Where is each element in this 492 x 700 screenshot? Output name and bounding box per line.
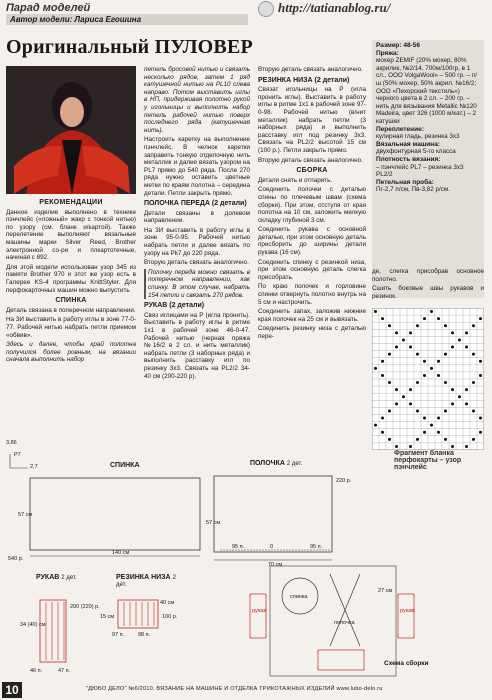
punch-hole <box>423 360 426 363</box>
spinka-note: Здесь и далее, чтобы край полотна получился более ровным, на вязании сначала выполнить набор <box>6 341 136 364</box>
dim-100: 100 р. <box>162 614 178 620</box>
col3-text-1: Вторую деталь связать аналогично. <box>258 66 363 73</box>
punch-hole <box>458 395 461 398</box>
punch-hole <box>416 409 419 412</box>
machine-text: двухфонтурная 5-го класса <box>376 148 456 156</box>
punch-hole <box>451 402 454 405</box>
pattern-schematics <box>0 436 492 682</box>
punch-hole <box>409 388 412 391</box>
punch-hole <box>437 317 440 320</box>
punch-hole <box>451 346 454 349</box>
punch-hole <box>381 360 384 363</box>
punch-hole <box>395 388 398 391</box>
sborka-step-4: Соединить спинку с резинкой низа, при этом основную деталь слегка присобрать. <box>258 258 366 281</box>
punch-hole <box>416 381 419 384</box>
punch-hole <box>395 331 398 334</box>
col2-text-2: Настроить каретку на выполнение пэнчлейс. В челнок каретки заправить тонкую отделочную нить металлик и далее вязать узором на PL7 прямо до 540 ряда. После 270 ряда нужно оставить цветные метки по краям полотна – середина детали. Петли закрыть прямо. <box>144 136 250 197</box>
punch-hole <box>437 417 440 420</box>
model-photo <box>6 66 136 194</box>
density-text: – пэнчлейс PL7 – резинка 3х3 PL2/2 <box>376 163 464 179</box>
column-2 <box>144 66 250 382</box>
polochka-text-3: Вторую деталь связать аналогично. <box>144 259 249 267</box>
punch-hole <box>423 374 426 377</box>
dim-220r: 220 р. <box>336 478 352 484</box>
machine-heading: Вязальная машина: <box>376 140 440 148</box>
punch-hole <box>479 360 482 363</box>
dim-34: 34 (40) см <box>20 622 46 628</box>
page-footer: "ДЮБО ДЕЛО" №6/2010. ВЯЗАНИЕ НА МАШИНЕ И ОТДЕЛКА ТРИКОТАЖНЫХ ИЗДЕЛИЙ www.lubo-delo.ru <box>86 686 383 692</box>
rezinka-count: 2 дет. <box>116 575 176 588</box>
punch-hole <box>465 402 468 405</box>
punch-hole <box>388 381 391 384</box>
sborka-part-1: рукав <box>252 608 267 614</box>
dim-98: 98 п. <box>138 632 151 638</box>
punch-hole <box>388 353 391 356</box>
punch-hole <box>395 346 398 349</box>
spinka-text-2: На 3И выставить в работу иглы в зоне 77-0-77. Рабочей нитью набрать петли приемом «обвив». <box>6 316 136 339</box>
polochka-text-2: На 3И выставить в работу иглы в зоне 95-0-95. Рабочей нитью набрать петли и далее вязать по узору на Pk7 до 220 ряда. <box>144 226 250 257</box>
sborka-heading: СБОРКА <box>296 167 328 175</box>
dim-70: 70 см <box>268 562 283 568</box>
page-title: Оригинальный ПУЛОВЕР <box>6 36 253 58</box>
col2-text-1: петель бросовой нитью и связать несколько рядов, затем 1 ряд катушечной нитью на PL10 слева направо. Потом выставить иглы в НП, придерживая полотно рукой у игольницы и выполнить набор петель рабочей нитью поверх последнего ряда (катушечная нить). <box>144 66 250 134</box>
polochka-text-1: Детали связаны в долевом направлении. <box>144 209 250 225</box>
punch-hole <box>388 409 391 412</box>
punch-hole <box>423 317 426 320</box>
stitch-text: кулирная гладь, резинка 3х3 <box>376 133 460 141</box>
yarn-heading: Пряжа: <box>376 49 399 57</box>
polochka-heading: ПОЛОЧКА ПЕРЕДА (2 детали) <box>144 200 247 208</box>
rezinka-label-text: РЕЗИНКА НИЗА <box>116 574 171 581</box>
punch-hole <box>472 353 475 356</box>
gauge-heading: Петельная проба: <box>376 178 434 186</box>
rukav-heading: РУКАВ (2 детали) <box>144 302 205 310</box>
punch-hole <box>444 324 447 327</box>
dim-97: 97 п. <box>112 632 125 638</box>
dim-95b: 95 п. <box>310 544 323 550</box>
dim-27: 2,7 <box>30 464 38 470</box>
punch-hole <box>465 346 468 349</box>
punch-hole <box>479 374 482 377</box>
rezinka-label <box>116 574 176 588</box>
punch-hole <box>388 324 391 327</box>
punch-hole <box>374 367 377 370</box>
sborka-step-5: По краю полочек и горловине спинки отвернуть полотно внутрь на 5 см и настрочить. <box>258 283 366 306</box>
dim-200: 200 (220) р. <box>70 604 100 610</box>
punch-hole <box>472 381 475 384</box>
recommend-text-2: Для этой модели использован узор 345 из памяти Brother 970 и этот же узор есть в Галерее KS-4 программы KnittStyler. Для перфокарточных машин можно выпустить <box>6 263 136 294</box>
dim-27c: 27 см <box>378 588 393 594</box>
punch-hole <box>430 367 433 370</box>
sborka-label: Схема сборки <box>384 660 429 667</box>
column-3 <box>258 66 366 343</box>
author-bar: Автор модели: Лариса Егошина <box>6 14 248 25</box>
punch-hole <box>437 374 440 377</box>
size-text: Размер: 48-56 <box>376 42 421 49</box>
sborka-step-7: Соединить резинку низа с деталью пере- <box>258 325 366 340</box>
rukav-count: 2 дет. <box>61 575 77 581</box>
stitch-heading: Переплетение: <box>376 125 424 133</box>
yarn-text: мохер ZEMIF (20% мохер, 80% акрилик, №2/14, 700м/100гр, в 1 сл., ООО VolgaWool» – 500 гр. – п/ш (50% мохер, 50% акрил. №16/2; ООО «Пехорский текстиль») черного цвета в 2 сл. – 200 гр. – нить для вязывания Metallic №120 Madeira, цвет 326 (1000 м/кат.) – 2 катушки <box>376 57 477 125</box>
dim-140: 140 см <box>112 550 130 556</box>
punch-hole <box>458 338 461 341</box>
punch-hole <box>444 409 447 412</box>
polochka-shape <box>214 476 332 552</box>
punch-hole <box>374 310 377 313</box>
rukav-shape <box>40 600 66 662</box>
dim-40cm: 40 см <box>160 600 175 606</box>
dim-46: 46 п. <box>30 668 43 674</box>
punch-hole <box>409 346 412 349</box>
punch-hole <box>430 424 433 427</box>
section-title: Парад моделей <box>6 2 91 14</box>
punch-hole <box>472 324 475 327</box>
punch-hole <box>465 388 468 391</box>
rukav-label-text: РУКАВ <box>36 574 60 581</box>
punchcard-chart <box>372 308 484 450</box>
dim-p7: P7 <box>14 452 21 458</box>
col4-text-2: Сшить боковые швы рукавов и резинок. <box>372 285 484 300</box>
punch-hole <box>451 388 454 391</box>
dim-47: 47 п. <box>58 668 71 674</box>
gauge-text: Пг-2,7 п/см, Пв-3,82 р/см. <box>376 186 451 194</box>
punch-hole <box>437 431 440 434</box>
punch-hole <box>472 409 475 412</box>
watermark-url[interactable]: http://tatianablog.ru/ <box>278 0 391 15</box>
sborka-step-1: Детали снять и отпарить. <box>258 176 333 184</box>
density-heading: Плотность вязания: <box>376 155 441 163</box>
punch-hole <box>430 310 433 313</box>
punch-hole <box>381 374 384 377</box>
punch-hole <box>374 424 377 427</box>
page-number: 10 <box>2 682 22 698</box>
punch-hole <box>451 331 454 334</box>
dim-57cm: 57 см <box>18 512 33 518</box>
rukav-text: Связ иглицами на Р (игла пронить). Выставить в работу иглы в ритме 1х1 в рабочей зоне 46-0-47. Рабочей нитью (черная пряжа №16/2 в 2 сл. и нить металлик) набрать петли (3 наборных ряда) и выполнить расставку игл по резинку 3х3. Связать на PL2/2 34-40 см (200-220 р). <box>144 311 250 380</box>
spinka-heading: СПИНКА <box>55 297 87 305</box>
punch-hole <box>402 338 405 341</box>
punch-hole <box>381 431 384 434</box>
sborka-part-2: спинка <box>290 594 308 600</box>
polochka-label <box>250 460 302 467</box>
column-left <box>6 196 136 366</box>
punch-hole <box>444 353 447 356</box>
punch-hole <box>479 317 482 320</box>
recommend-heading: РЕКОМЕНДАЦИИ <box>39 199 103 206</box>
recommend-text-1: Данное изделие выполнено в технике пэнчлейс («ложный» жакр с тонкой нитью) по узору (см. бланк и/картой). Также перелетение выполняют вязальные машины марки Silver Reed, Brother электронной со-ри и плкартотечные, начиная с 892. <box>6 208 136 262</box>
dim-386: 3,86 <box>6 440 17 446</box>
punch-hole <box>437 360 440 363</box>
punch-hole <box>416 324 419 327</box>
polochka-count: 2 дет. <box>286 461 303 467</box>
punch-hole <box>416 353 419 356</box>
punch-hole <box>465 331 468 334</box>
rezinka-text-2: Вторую деталь связать аналогично. <box>258 156 363 164</box>
spinka-label: СПИНКА <box>110 462 140 469</box>
punch-hole <box>395 402 398 405</box>
globe-icon <box>258 1 274 17</box>
spinka-shape <box>30 478 200 550</box>
sborka-frame <box>270 566 396 676</box>
rezinka-heading: РЕЗИНКА НИЗА (2 детали) <box>258 76 350 84</box>
punch-hole <box>444 381 447 384</box>
dim-57b: 57 см <box>206 520 221 526</box>
sborka-part-4: рукав <box>400 608 415 614</box>
dim-15: 15 см <box>100 614 115 620</box>
column-4 <box>372 268 484 302</box>
dim-540r: 540 р. <box>8 556 24 562</box>
rukav-label <box>36 574 77 581</box>
sborka-step-3: Соединить рукава с основной деталью, при этом основную деталь присборить до ширины детали рукава (16 см). <box>258 226 366 257</box>
polochka-note: Полочку переда можно связать в поперечном направлении, как спинку. В этом случае, набрать 154 петли и связать 270 рядов. <box>144 269 250 299</box>
punch-hole <box>479 431 482 434</box>
sborka-step-6: Соединить запах, заложив нижние края полочек на 25 см и вывязать. <box>258 308 366 323</box>
rezinka-text: Связат игольницы на Р (игла пронить иглы). Выставить в работу иглы в ритме 1х1 в рабочей зоне 97-0-98. Рабочей нитью (в/нит металлик) набрать петли (3 наборных ряда) и выполнить расставку игл под резинку 3х3. Связать на PL2/2 высотой 15 см (100 р.). Петли закрыть прямо. <box>258 86 366 154</box>
punch-hole <box>402 395 405 398</box>
punch-hole <box>409 331 412 334</box>
materials-box <box>372 40 484 298</box>
dim-95a: 95 п. <box>232 544 245 550</box>
dim-0: 0 <box>270 544 274 550</box>
punch-hole <box>409 402 412 405</box>
punch-hole <box>381 317 384 320</box>
punch-hole <box>479 417 482 420</box>
punch-hole <box>423 431 426 434</box>
sborka-step-2: Соединить полочки с деталью спины по плечевым швам (схема сборки). При этом, отступя от края полотна на 10 см, заложить мелкую складку глубиной 3 см. <box>258 186 366 224</box>
punchcard-caption: Фрагмент бланка перфокарты – узор пэнчлейс <box>394 450 462 471</box>
col4-text-1: де, слегка присобрав основное полотно. <box>372 268 484 283</box>
punch-hole <box>423 417 426 420</box>
sborka-part-3: полочка <box>334 620 355 626</box>
polochka-label-text: ПОЛОЧКА <box>250 460 285 467</box>
punch-hole <box>381 417 384 420</box>
spinka-text-1: Деталь связана в поперечном направлении. <box>6 306 136 314</box>
